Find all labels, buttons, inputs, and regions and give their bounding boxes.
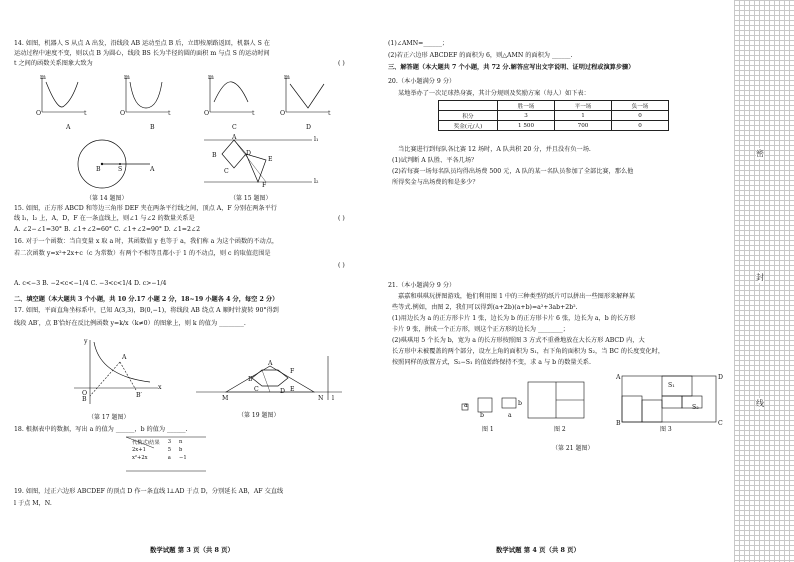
q21-point-a: A — [616, 374, 621, 381]
table-cell: 1 — [555, 111, 612, 121]
q21-line-4: 卡片 9 张，拼成一个正方形，则这个正方形的边长为 ________； — [392, 326, 569, 333]
q21-head: 21.（本小题满分 9 分） — [388, 282, 456, 289]
q14-axis-m-a: m — [40, 74, 46, 81]
table-row — [439, 121, 669, 131]
q19-point-d: D — [280, 388, 285, 395]
section-3-heading: 三、解答题（本大题共 7 个小题，共 72 分.解答应写出文字说明、证明过程或演算步骤） — [388, 64, 635, 71]
q20-head: 20.（本小题满分 9 分） — [388, 78, 456, 85]
q14-point-s: S — [118, 166, 123, 173]
q17-origin: O — [82, 390, 88, 397]
q15-line-1: 15. 如图，正方形 ABCD 和等边三角形 DEF 夹在两条平行线之间，顶点 A，F 分别在两条平行 — [14, 205, 277, 212]
q19-line-l: l — [332, 395, 334, 402]
q14-axis-m-b: m — [124, 74, 130, 81]
q21-point-b: B — [616, 420, 621, 427]
q17-axis-y: y — [84, 338, 88, 345]
q21-fig1 — [462, 398, 516, 412]
q14-point-b: B — [96, 166, 101, 173]
q18-header-x: 3 — [167, 439, 171, 445]
q19-point-b: B — [248, 376, 253, 383]
q17-caption: （第 17 题图） — [88, 414, 130, 421]
q19-part-1: (1)∠AMN=______； — [388, 40, 449, 47]
q17-line-2: 线段 AB′，点 B′恰好在反比例函数 y=k/x（k≠0）的图象上，则 k 的值为 ________. — [14, 320, 246, 327]
q14-option-c-label: C — [232, 124, 237, 131]
q14-answer-paren: ( ) — [338, 60, 345, 67]
q21-caption: （第 21 题图） — [552, 445, 594, 452]
q21-line-1: 嘉嘉和琪琪玩拼图游戏，他们利用图 1 中的三种类型的纸片可以拼出一些图形来解释某 — [398, 293, 635, 300]
q17-point-b-prime: B′ — [136, 392, 142, 399]
q16-line-1: 16. 对于一个函数：当自变量 x 取 a 时，其函数值 y 也等于 a，我们称 a 为这个函数的不动点， — [14, 238, 279, 245]
table-cell: a — [167, 455, 171, 461]
table-cell: 1 500 — [498, 121, 555, 131]
q15-caption: （第 15 题图） — [230, 195, 272, 202]
right-page-footer: 数学试题 第 4 页（共 8 页） — [496, 546, 580, 554]
q14-caption: （第 14 题图） — [86, 195, 128, 202]
q15-line-l1: l₁ — [314, 136, 319, 143]
q15-point-e: E — [268, 156, 273, 163]
q14-option-b-label: B — [150, 124, 155, 131]
q19-point-e: E — [290, 386, 295, 393]
q19-point-c: C — [254, 386, 259, 393]
q21-fig1-a2: a — [508, 412, 512, 419]
q14-origin-b: O — [120, 110, 126, 117]
q19-point-m: M — [222, 395, 229, 402]
table-header-cell: 胜一场 — [498, 101, 555, 111]
q17-point-b: B — [82, 396, 87, 403]
q14-point-a: A — [150, 166, 155, 173]
table-row — [128, 454, 191, 462]
q15-line-2: 线 l₁，l₂ 上，A，D，F 在一条直线上，则∠1 与∠2 的数量关系是 — [14, 215, 195, 222]
seal-word-feng: 封 — [756, 273, 764, 282]
q21-fig1-b2: b — [518, 400, 522, 407]
q21-fig1-a: a — [464, 402, 468, 409]
table-cell: x²+2x — [132, 455, 148, 461]
q15-answer-paren: ( ) — [338, 215, 345, 222]
q19-point-f: F — [290, 368, 295, 375]
right-page — [384, 0, 729, 562]
q15-point-c: C — [224, 168, 229, 175]
q14-option-a-label: A — [66, 124, 71, 131]
q21-fig1-b: b — [480, 412, 484, 419]
table-cell: 0 — [612, 111, 669, 121]
q18-table-header — [128, 438, 191, 446]
q15-point-f: F — [262, 182, 267, 189]
left-page-footer: 数学试题 第 3 页（共 8 页） — [150, 546, 234, 554]
q21-point-c: C — [718, 420, 723, 427]
q14-origin-c: O — [204, 110, 210, 117]
table-cell: 5 — [167, 447, 171, 453]
seal-word-xian: 线 — [756, 399, 764, 408]
q14-graph-a — [42, 78, 84, 112]
q14-axis-m-c: m — [208, 74, 214, 81]
q14-circle-figure — [70, 134, 160, 192]
table-cell: b — [179, 447, 183, 453]
q19-part-2: (2)若正六边形 ABCDEF 的面积为 6，则△AMN 的面积为 ______. — [388, 52, 573, 59]
q21-s2: S₂ — [692, 404, 699, 411]
q20-score-table — [438, 100, 669, 131]
table-cell: 奖金(元/人) — [439, 121, 498, 131]
q21-line-6: 长方形中未被覆盖的两个部分，设左上角的面积为 S₁，右下角的面积为 S₂，当 BC 的长度变化时， — [392, 348, 665, 355]
q20-after-4: 所得奖金与出场费的和是多少？ — [392, 179, 479, 186]
q15-options: A. ∠2−∠1=30° B. ∠1+∠2=60° C. ∠1+∠2=90° D. ∠1=2∠2 — [14, 226, 201, 233]
q21-fig2 — [528, 382, 584, 418]
q15-point-b: B — [212, 152, 217, 159]
q15-point-d: D — [246, 150, 251, 157]
q20-table-header — [439, 101, 669, 111]
q19-line-1: 19. 如图，过正六边形 ABCDEF 的顶点 D 作一条直线 l⊥AD 于点 D，分别延长 AB，AF 交直线 — [14, 488, 284, 495]
section-2-heading: 二、填空题（本大题共 3 个小题，共 10 分.17 小题 2 分，18~19 小题各 4 分，每空 2 分） — [14, 296, 279, 303]
q21-fig2-caption: 图 2 — [554, 426, 566, 433]
q21-line-3: (1)用边长为 a 的正方形卡片 1 张，边长为 b 的正方形卡片 6 张，边长为 a，b 的长方形 — [392, 315, 636, 322]
q19-point-n: N — [318, 395, 324, 402]
table-cell: 3 — [498, 111, 555, 121]
q14-option-graphs — [14, 72, 384, 132]
q14-axis-t-d: t — [328, 110, 331, 117]
table-cell: 0 — [612, 121, 669, 131]
q21-line-7: 按照同样的放置方式，S₂−S₁ 的值始终保持不变，求 a 与 b 的数量关系. — [392, 359, 591, 366]
q19-point-a: A — [268, 360, 273, 367]
q15-figure — [204, 132, 314, 192]
q14-axis-m-d: m — [284, 74, 290, 81]
q20-intro: 某地举办了一次足球热身赛，其计分规则及奖励方案（每人）如下表： — [398, 90, 590, 97]
q20-after-3: (2)若每赛一场每名队员均得出场费 500 元，A 队的某一名队员参加了全部比赛，那么他 — [392, 168, 634, 175]
q17-point-a: A — [122, 354, 127, 361]
table-row — [439, 111, 669, 121]
q16-line-2: 若二次函数 y=x²+2x+c（c 为常数）有两个不相等且都小于 1 的不动点，则 c 的取值范围是 — [14, 250, 271, 257]
q20-after-2: (1)试判断 A 队胜、平各几场？ — [392, 157, 478, 164]
q17-axis-x: x — [158, 384, 162, 391]
q14-graph-d — [286, 78, 328, 112]
q14-axis-t-b: t — [168, 110, 171, 117]
q21-line-5: (2)琪琪用 5 个长为 b，宽为 a 的长方形按照图 3 方式不重叠地放在大长方形 ABCD 内，大 — [392, 337, 645, 344]
table-cell: −1 — [179, 455, 187, 461]
q15-line-l2: l₂ — [314, 178, 319, 185]
q18-header-expr: 代数式\结果 — [132, 439, 160, 446]
table-header-cell — [439, 101, 498, 111]
q18-text: 18. 根据表中的数据，写出 a 的值为 ______，b 的值为 ______. — [14, 426, 188, 433]
q16-answer-paren: ( ) — [338, 262, 345, 269]
table-cell: 700 — [555, 121, 612, 131]
q16-options: A. c<−3 B. −2<c<−1/4 C. −3<c<1/4 D. c>−1/4 — [14, 280, 167, 287]
q17-line-1: 17. 如图，平面直角坐标系中，已知 A(3,3)，B(0,−1)，将线段 AB 绕点 A 顺时针旋转 90°得到 — [14, 307, 279, 314]
q14-line-2: 运动过程中速度不变，则以点 B 为圆心，线段 BS 长为半径的圆的面积 m 与点 S 的运动时间 — [14, 50, 270, 57]
q21-point-d: D — [718, 374, 723, 381]
q21-s1: S₁ — [668, 382, 675, 389]
seal-grid-strip — [734, 0, 794, 562]
seal-word-mi: 密 — [756, 149, 764, 158]
q21-figures — [456, 372, 726, 428]
table-cell: 积分 — [439, 111, 498, 121]
q14-origin-d: O — [280, 110, 286, 117]
q21-fig3-caption: 图 3 — [660, 426, 672, 433]
q14-line-3: t 之间的函数关系图象大致为 — [14, 60, 93, 67]
q21-line-2: 些等式.例如，由图 2，我们可以得到(a+2b)(a+b)=a²+3ab+2b². — [392, 304, 578, 311]
table-header-cell: 平一场 — [555, 101, 612, 111]
q18-header-n: n — [179, 439, 183, 445]
table-header-cell: 负一场 — [612, 101, 669, 111]
q19-caption: （第 19 题图） — [238, 412, 280, 419]
q19-line-2: l 于点 M，N. — [14, 500, 52, 507]
q20-after-1: 当比赛进行到每队各比赛 12 场时，A 队共积 20 分，并且没有负一场. — [398, 146, 591, 153]
q14-axis-t-c: t — [252, 110, 255, 117]
table-row — [128, 446, 191, 454]
left-page — [0, 0, 378, 562]
q14-option-d-label: D — [306, 124, 311, 131]
q14-axis-t-a: t — [84, 110, 87, 117]
q14-graph-b — [126, 78, 168, 112]
table-cell: 2x+1 — [132, 447, 146, 453]
q15-point-a: A — [232, 134, 237, 141]
q21-fig1-caption: 图 1 — [482, 426, 494, 433]
q14-line-1: 14. 如图，机器人 S 从点 A 出发，沿线段 AB 运动至点 B 后，立即按原路返回，机器人 S 在 — [14, 40, 270, 47]
q14-graph-c — [210, 78, 252, 112]
q14-origin-a: O — [36, 110, 42, 117]
q18-table — [128, 438, 191, 462]
